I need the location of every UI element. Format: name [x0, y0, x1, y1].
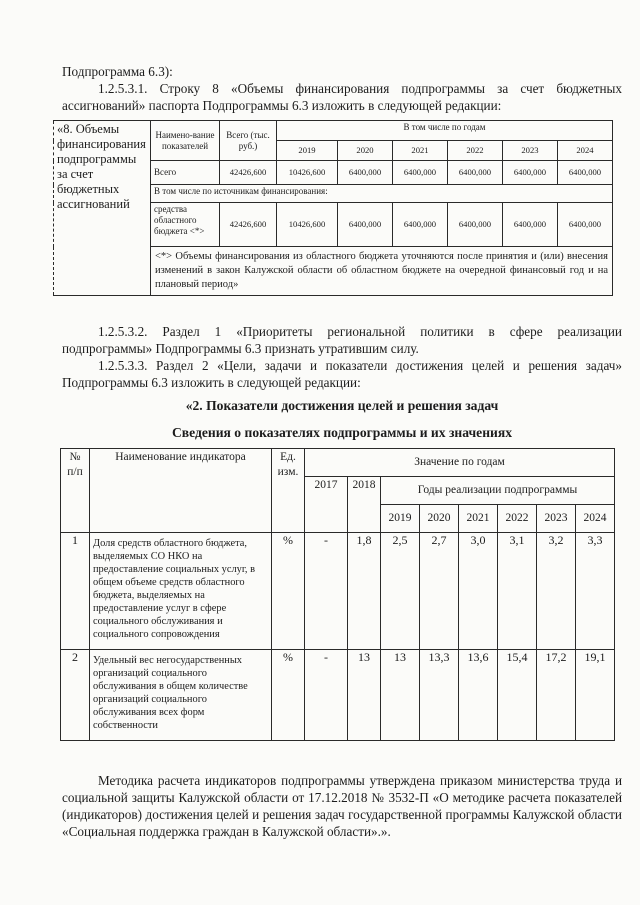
- row-2017: -: [305, 650, 348, 741]
- regional-value: 6400,000: [447, 203, 502, 247]
- year-2017: 2017: [305, 477, 348, 533]
- total-sum: 42426,600: [220, 161, 277, 185]
- col-impl: Годы реализации подпрограммы: [381, 477, 615, 505]
- funding-table: [53, 120, 613, 296]
- row-value: 3,2: [537, 533, 576, 650]
- col-values: Значение по годам: [305, 449, 615, 477]
- year-header: 2021: [393, 141, 448, 161]
- impl-year: 2021: [459, 505, 498, 533]
- impl-year: 2024: [576, 505, 615, 533]
- col-unit: Ед. изм.: [272, 449, 305, 533]
- col-no: № п/п: [61, 449, 90, 533]
- total-value: 6400,000: [557, 161, 612, 185]
- regional-value: 6400,000: [502, 203, 557, 247]
- row-value: 2,7: [420, 533, 459, 650]
- row-value: 3,3: [576, 533, 615, 650]
- year-header: 2020: [338, 141, 393, 161]
- row-name: Доля средств областного бюджета, выделяемых СО НКО на предоставление социальных услуг, в общем объеме средств областного бюджета, выделяемых на предоставление услуг в сфере социального обслуживания и социального сопровождения: [90, 533, 272, 650]
- row-value: 15,4: [498, 650, 537, 741]
- col-indicator: Наимено-вание показателей: [151, 121, 220, 161]
- regional-value: 6400,000: [557, 203, 612, 247]
- total-value: 6400,000: [393, 161, 448, 185]
- row-name: Удельный вес негосударственных организаций социального обслуживания в общем количестве организаций социального обслуживания всех форм собственности: [90, 650, 272, 741]
- total-value: 10426,600: [277, 161, 338, 185]
- row-unit: %: [272, 650, 305, 741]
- row-value: 13: [381, 650, 420, 741]
- row-2017: -: [305, 533, 348, 650]
- funding-footnote: <*> Объемы финансирования из областного бюджета уточняются после принятия и (или) внесения изменений в закон Калужской области об областном бюджете на очередной финансовый год и на плановый период»: [151, 247, 613, 296]
- impl-year: 2023: [537, 505, 576, 533]
- intro-line: Подпрограмма 6.3):: [62, 64, 173, 79]
- total-value: 6400,000: [338, 161, 393, 185]
- col-years-header: В том числе по годам: [277, 121, 613, 141]
- row-unit: %: [272, 533, 305, 650]
- row-2018: 1,8: [348, 533, 381, 650]
- sources-label: В том числе по источникам финансирования:: [151, 185, 613, 203]
- row-value: 3,1: [498, 533, 537, 650]
- year-header: 2023: [502, 141, 557, 161]
- section-subheading: Сведения о показателях подпрограммы и их значениях: [171, 425, 513, 440]
- regional-sum: 42426,600: [220, 203, 277, 247]
- regional-value: 6400,000: [338, 203, 393, 247]
- impl-year: 2019: [381, 505, 420, 533]
- total-label: Всего: [151, 161, 220, 185]
- section-heading: «2. Показатели достижения целей и решения задач: [185, 398, 499, 413]
- paragraph-section1: 1.2.5.3.2. Раздел 1 «Приоритеты региональной политики в сфере реализации подпрограммы» Подпрограммы 6.3 признать утратившим силу.: [62, 324, 622, 356]
- total-value: 6400,000: [447, 161, 502, 185]
- row-value: 13,6: [459, 650, 498, 741]
- impl-year: 2022: [498, 505, 537, 533]
- row-value: 19,1: [576, 650, 615, 741]
- row-value: 3,0: [459, 533, 498, 650]
- year-2018: 2018: [348, 477, 381, 533]
- row-no: 1: [61, 533, 90, 650]
- row-value: 2,5: [381, 533, 420, 650]
- table-row: [61, 533, 615, 650]
- regional-value: 10426,600: [277, 203, 338, 247]
- intro-paragraph: 1.2.5.3.1. Строку 8 «Объемы финансирования подпрограммы за счет бюджетных ассигнований» паспорта Подпрограммы 6.3 изложить в следующей редакции:: [62, 81, 622, 113]
- year-header: 2024: [557, 141, 612, 161]
- indicator-table: [60, 448, 615, 741]
- regional-label: средства областного бюджета <*>: [151, 203, 220, 247]
- regional-value: 6400,000: [393, 203, 448, 247]
- impl-year: 2020: [420, 505, 459, 533]
- funding-row-label: «8. Объемы финансирования подпрограммы за счет бюджетных ассигнований: [54, 121, 151, 296]
- row-no: 2: [61, 650, 90, 741]
- col-total: Всего (тыс. руб.): [220, 121, 277, 161]
- row-value: 17,2: [537, 650, 576, 741]
- year-header: 2019: [277, 141, 338, 161]
- row-2018: 13: [348, 650, 381, 741]
- closing-paragraph: Методика расчета индикаторов подпрограммы утверждена приказом министерства труда и социальной защиты Калужской области от 17.12.2018 № 3532-П «О методике расчета показателей (индикаторов) достижения целей и решения задач государственной программы Калужской области «Социальная поддержка граждан в Калужской области».».: [62, 773, 622, 839]
- year-header: 2022: [447, 141, 502, 161]
- row-value: 13,3: [420, 650, 459, 741]
- total-value: 6400,000: [502, 161, 557, 185]
- table-row: [61, 650, 615, 741]
- paragraph-section2: 1.2.5.3.3. Раздел 2 «Цели, задачи и показатели достижения целей и решения задач» Подпрограммы 6.3 изложить в следующей редакции:: [62, 358, 622, 390]
- col-name: Наименование индикатора: [90, 449, 272, 533]
